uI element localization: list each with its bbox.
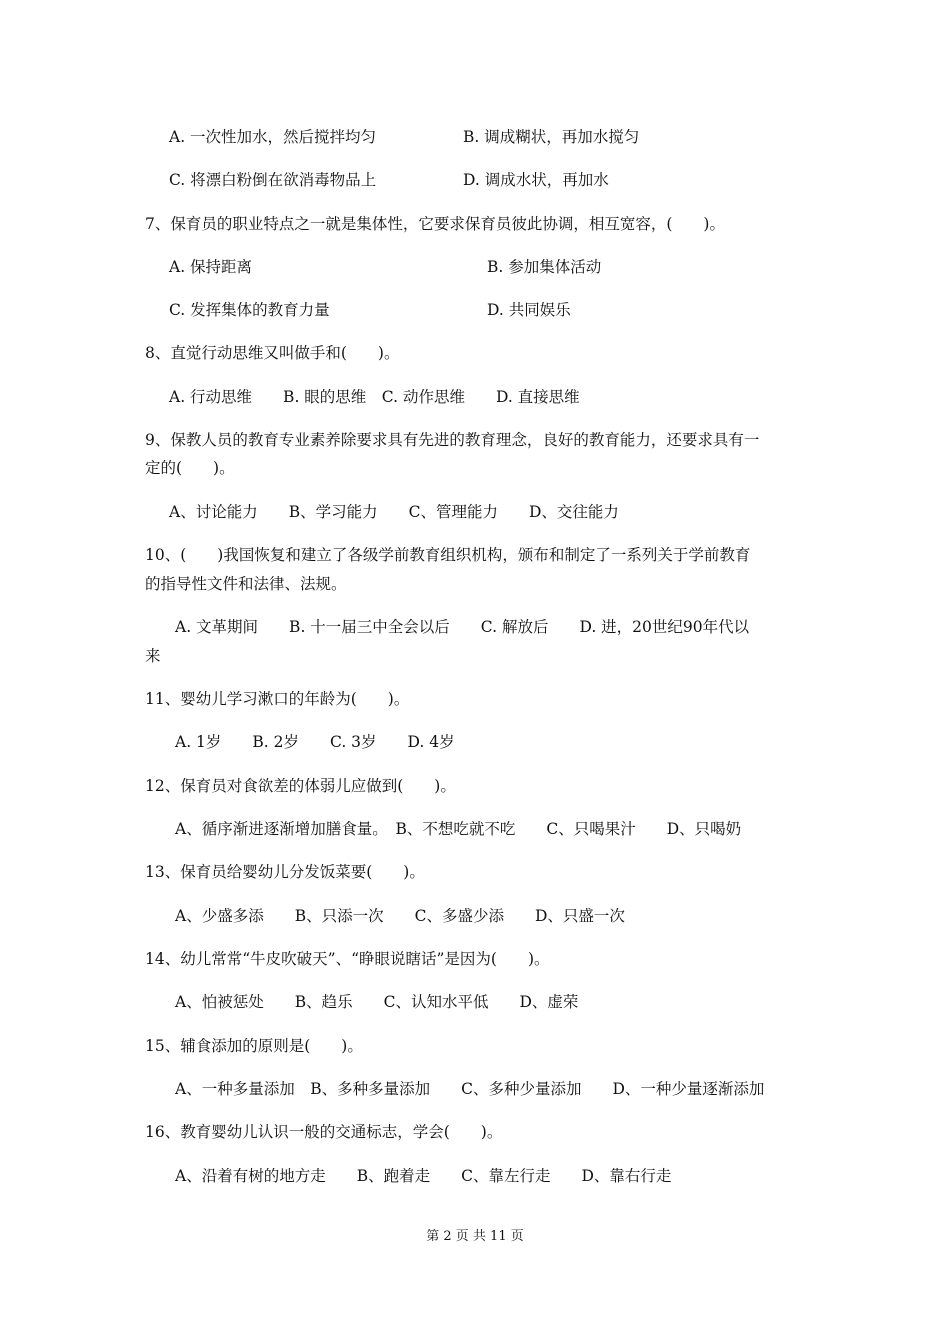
q7-option-b: B. 参加集体活动 xyxy=(487,258,602,276)
q14-options: A、怕被惩处 B、趋乐 C、认知水平低 D、虚荣 xyxy=(175,993,579,1011)
q12-options: A、循序渐进逐渐增加膳食量。 B、不想吃就不吃 C、只喝果汁 D、只喝奶 xyxy=(175,820,742,838)
q11-question: 11、婴幼儿学习漱口的年龄为( )。 xyxy=(145,690,410,708)
q9-options: A、讨论能力 B、学习能力 C、管理能力 D、交往能力 xyxy=(169,503,619,521)
q12-question: 12、保育员对食欲差的体弱儿应做到( )。 xyxy=(145,777,456,795)
q8-question: 8、直觉行动思维又叫做手和( )。 xyxy=(145,344,400,362)
q6-option-c: C. 将漂白粉倒在欲消毒物品上 xyxy=(169,171,377,189)
q7-option-d: D. 共同娱乐 xyxy=(487,301,571,319)
q10-question-line2: 的指导性文件和法律、法规。 xyxy=(145,575,347,593)
q15-options: A、一种多量添加 B、多种多量添加 C、多种少量添加 D、一种少量逐渐添加 xyxy=(175,1080,765,1098)
q6-option-d: D. 调成水状，再加水 xyxy=(463,171,609,189)
q8-options: A. 行动思维 B. 眼的思维 C. 动作思维 D. 直接思维 xyxy=(169,388,580,406)
q9-question-line2: 定的( )。 xyxy=(145,459,235,477)
q6-option-b: B. 调成糊状，再加水搅匀 xyxy=(463,128,640,146)
q7-question: 7、保育员的职业特点之一就是集体性，它要求保育员彼此协调，相互宽容，( )。 xyxy=(145,215,725,233)
q16-options: A、沿着有树的地方走 B、跑着走 C、靠左行走 D、靠右行走 xyxy=(175,1167,672,1185)
q13-options: A、少盛多添 B、只添一次 C、多盛少添 D、只盛一次 xyxy=(175,907,625,925)
q13-question: 13、保育员给婴幼儿分发饭菜要( )。 xyxy=(145,863,425,881)
q16-question: 16、教育婴幼儿认识一般的交通标志，学会( )。 xyxy=(145,1123,503,1141)
q10-options-line2: 来 xyxy=(145,647,161,665)
q11-options: A. 1岁 B. 2岁 C. 3岁 D. 4岁 xyxy=(175,733,455,751)
q15-question: 15、辅食添加的原则是( )。 xyxy=(145,1037,363,1055)
q14-question: 14、幼儿常常“牛皮吹破天”、“睁眼说瞎话”是因为( )。 xyxy=(145,950,550,968)
q9-question-line1: 9、保教人员的教育专业素养除要求具有先进的教育理念，良好的教育能力，还要求具有一 xyxy=(145,431,760,449)
q10-question-line1: 10、( )我国恢复和建立了各级学前教育组织机构，颁布和制定了一系列关于学前教育 xyxy=(145,546,751,564)
q7-option-a: A. 保持距离 xyxy=(169,258,253,276)
page-footer: 第 2 页 共 11 页 xyxy=(426,1229,524,1244)
q10-options-line1: A. 文革期间 B. 十一届三中全会以后 C. 解放后 D. 进，20世纪90年代以 xyxy=(175,618,750,636)
q6-option-a: A. 一次性加水，然后搅拌均匀 xyxy=(169,128,377,146)
q7-option-c: C. 发挥集体的教育力量 xyxy=(169,301,330,319)
